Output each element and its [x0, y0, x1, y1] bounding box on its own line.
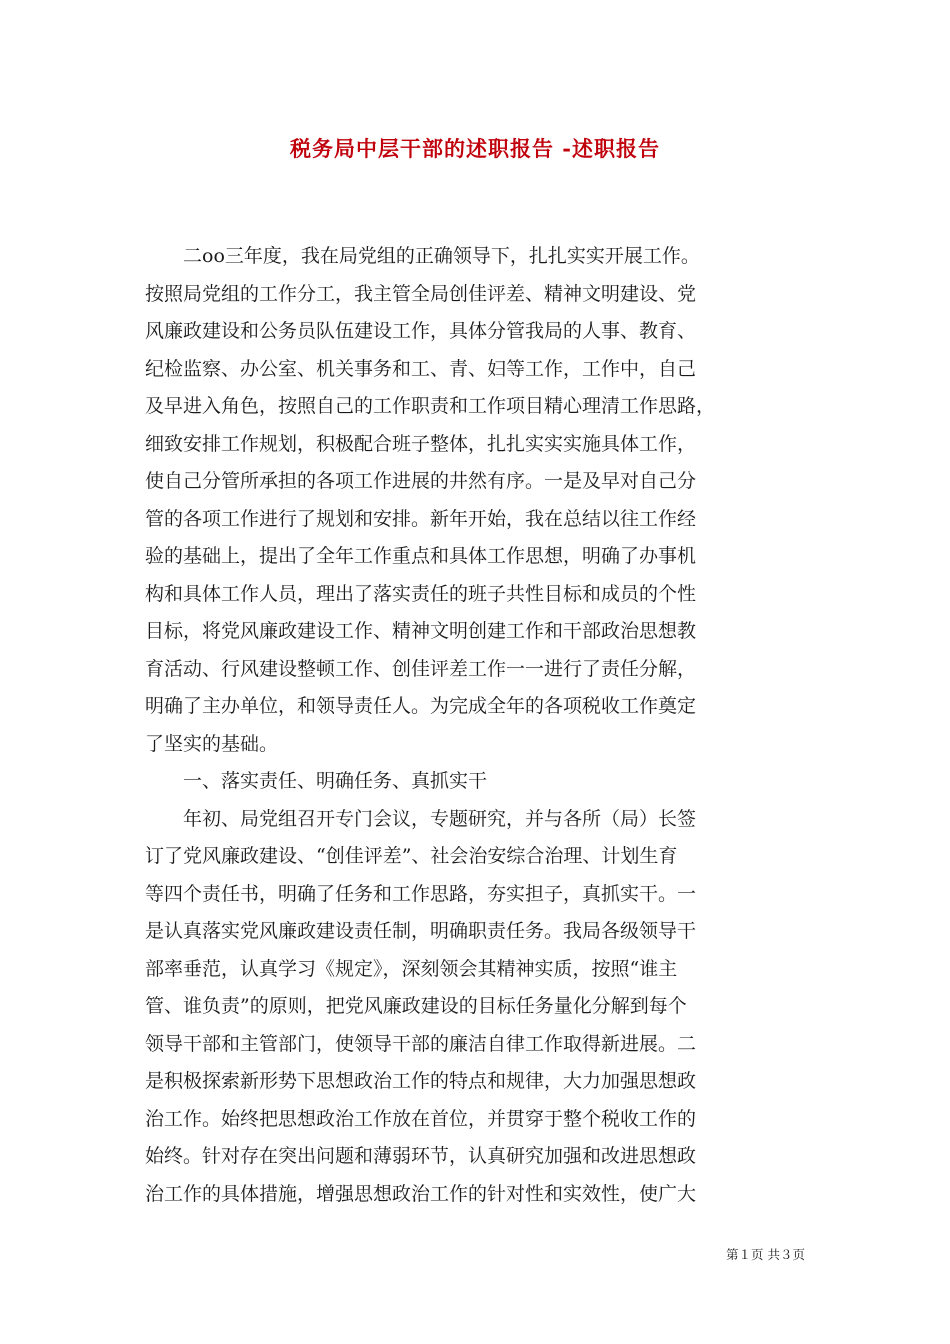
text-line: 了坚实的基础。: [145, 732, 279, 755]
document-body: [145, 238, 807, 1213]
text-line: 管、谁负责”的原则，把党风廉政建设的目标任务量化分解到每个: [145, 995, 687, 1017]
text-line: 是积极探索新形势下思想政治工作的特点和规律，大力加强思想政: [145, 1070, 697, 1092]
text-line: 验的基础上，提出了全年工作重点和具体工作思想，明确了办事机: [145, 545, 697, 567]
text-line: 及早进入角色，按照自己的工作职责和工作项目精心理清工作思路，: [145, 395, 716, 417]
text-line: 育活动、行风建设整顿工作、创佳评差工作一一进行了责任分解，: [145, 657, 697, 680]
text-line: 纪检监察、办公室、机关事务和工、青、妇等工作，工作中，自己: [145, 357, 697, 380]
text-line: 使自己分管所承担的各项工作进展的井然有序。一是及早对自己分: [145, 470, 697, 492]
document-title: 税务局中层干部的述职报告 -述职报告: [289, 136, 661, 161]
text-line: 治工作的具体措施，增强思想政治工作的针对性和实效性，使广大: [145, 1182, 697, 1205]
text-line: 管的各项工作进行了规划和安排。新年开始，我在总结以往工作经: [145, 507, 697, 530]
text-line: 目标，将党风廉政建设工作、精神文明创建工作和干部政治思想教: [145, 620, 697, 642]
text-line: 部率垂范，认真学习《规定》，深刻领会其精神实质，按照“谁主: [145, 957, 678, 980]
text-line: 风廉政建设和公务员队伍建设工作，具体分管我局的人事、教育、: [145, 320, 697, 342]
text-line: 是认真落实党风廉政建设责任制，明确职责任务。我局各级领导干: [145, 920, 697, 942]
text-line: 构和具体工作人员，理出了落实责任的班子共性目标和成员的个性: [145, 582, 697, 605]
text-line: 按照局党组的工作分工，我主管全局创佳评差、精神文明建设、党: [145, 282, 697, 305]
text-line: 始终。针对存在突出问题和薄弱环节，认真研究加强和改进思想政: [145, 1145, 697, 1167]
text-line: 细致安排工作规划，积极配合班子整体，扎扎实实实施具体工作，: [145, 432, 697, 455]
text-line: 领导干部和主管部门，使领导干部的廉洁自律工作取得新进展。二: [145, 1032, 697, 1055]
text-line: 治工作。始终把思想政治工作放在首位，并贯穿于整个税收工作的: [145, 1107, 697, 1130]
text-line: 等四个责任书，明确了任务和工作思路，夯实担子，真抓实干。一: [145, 882, 697, 905]
text-line: 明确了主办单位，和领导责任人。为完成全年的各项税收工作奠定: [145, 695, 697, 717]
section-heading: 一、落实责任、明确任务、真抓实干: [145, 770, 488, 792]
text-line: 二oo三年度，我在局党组的正确领导下，扎扎实实开展工作。: [145, 245, 700, 267]
text-line: 订了党风廉政建设、“创佳评差”、社会治安综合治理、计划生育: [145, 845, 678, 867]
text-line: 年初、局党组召开专门会议，专题研究，并与各所（局）长签: [145, 807, 697, 830]
page-number: 第１页 共３页: [726, 1247, 805, 1262]
